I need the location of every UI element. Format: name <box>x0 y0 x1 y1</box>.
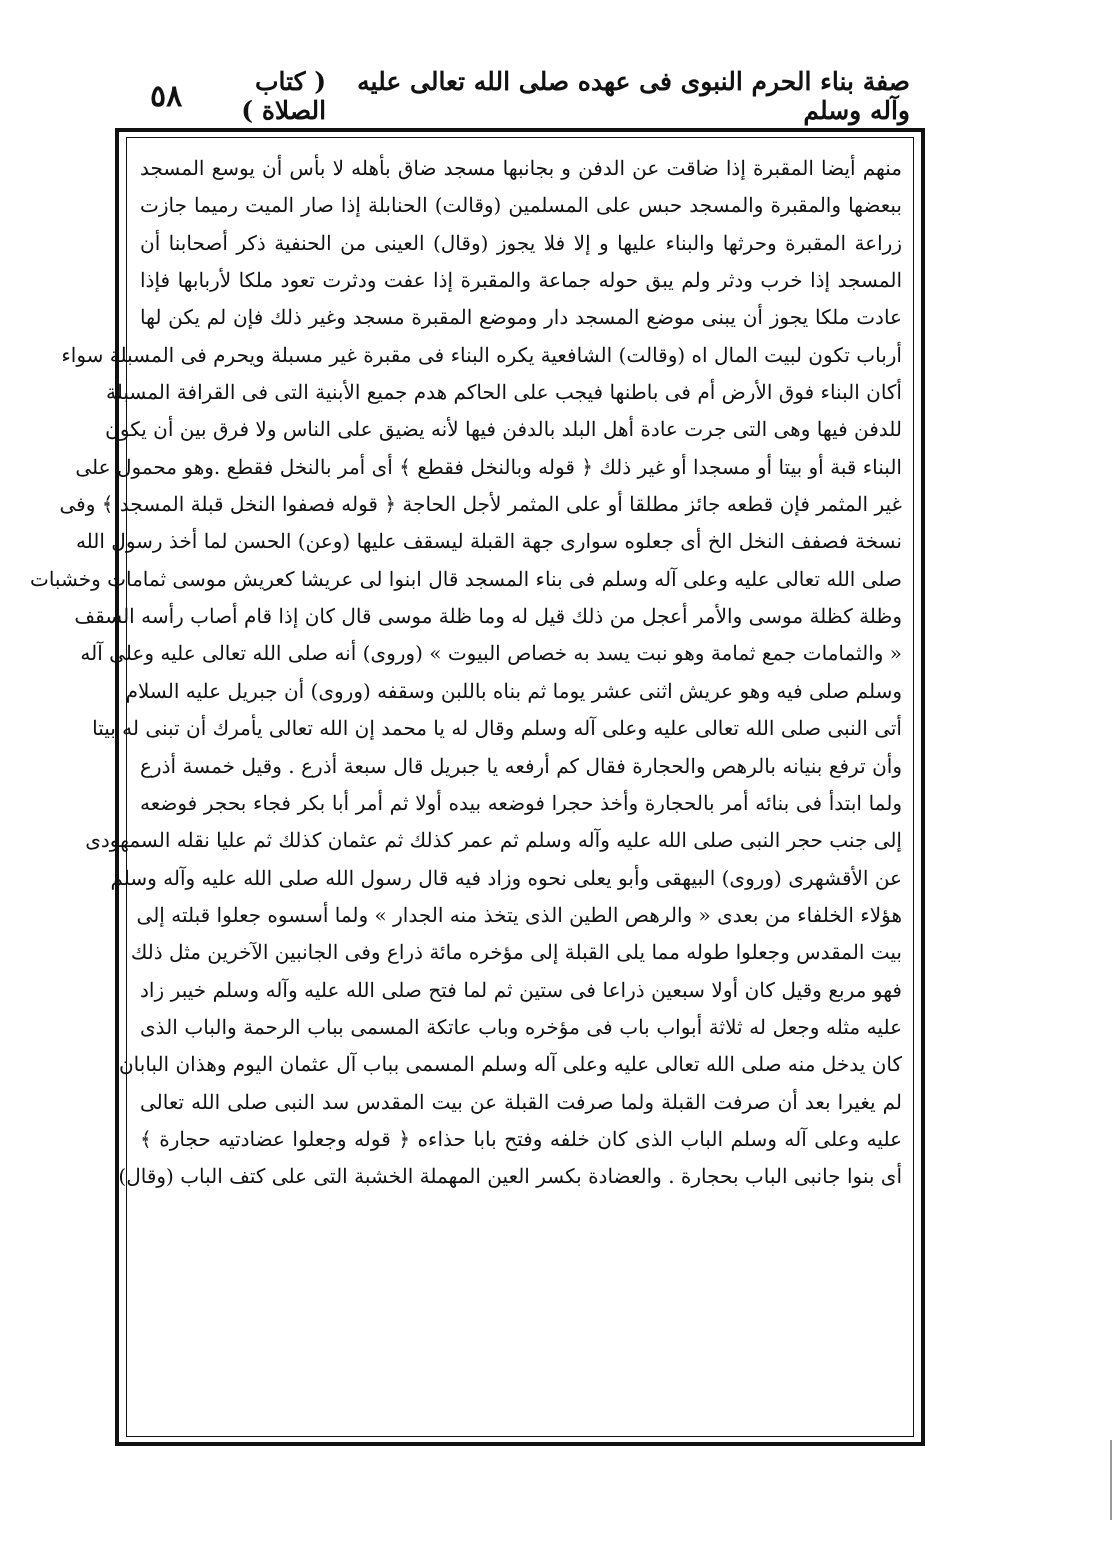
text-line: إلى جنب حجر النبى صلى الله عليه وآله وسلم ثم عمر كذلك ثم عثمان كذلك ثم عليا نقله السمهودى <box>85 828 902 853</box>
text-line: عليه مثله وجعل له ثلاثة أبواب باب فى مؤخره وباب عاتكة المسمى بباب الرحمة والباب الذى <box>140 1014 902 1039</box>
text-line: « والثمامات جمع ثمامة وهو نبت يسد به خصاص البيوت » (وروى) أنه صلى الله تعالى عليه وعلى آله <box>80 641 902 666</box>
scan-edge-mark <box>1110 1440 1112 1520</box>
text-line: عن الأقشهرى (وروى) البيهقى وأبو يعلى نحوه وزاد فيه قال رسول الله صلى الله عليه وآله وسلم <box>110 865 902 890</box>
text-line: كان يدخل منه صلى الله تعالى عليه وعلى آله وسلم المسمى بباب آل عثمان اليوم وهذان البابان <box>118 1052 902 1077</box>
text-line: وظلة كظلة موسى والأمر أعجل من ذلك قيل له وما ظلة موسى قال كان إذا قام أصاب رأسه السقف <box>74 604 902 629</box>
text-line: زراعة المقبرة وحرثها والبناء عليها و إلا فلا يجوز (وقال) العينى من الحنفية ذكر أصحابنا أن <box>140 230 902 255</box>
text-line: للدفن فيها وهى التى جرت عادة أهل البلد بالدفن فيها لأنه يضيق على الناس ولا فرق بين أن يكون <box>105 417 902 442</box>
text-line: نسخة فصفف النخل الخ أى جعلوه سوارى جهة القبلة ليسقف عليها (وعن) الحسن لما أخذ رسول الله <box>75 529 902 554</box>
text-line: صلى الله تعالى عليه وعلى آله وسلم فى بناء المسجد قال ابنوا لى عريشا كعريش موسى ثمامات وخشبات <box>29 566 902 591</box>
text-line: منهم أيضا المقبرة إذا ضاقت عن الدفن و بجانبها مسجد ضاق بأهله لا بأس أن يوسع المسجد <box>140 156 902 180</box>
text-line: بيت المقدس وجعلوا طوله مما يلى القبلة إلى مؤخره مائة ذراع وفى الجانبين الآخرين مثل ذلك <box>130 940 902 965</box>
text-line: أتى النبى صلى الله تعالى عليه وعلى آله وسلم وقال له يا محمد إن الله تعالى يأمرك أن تبنى له بيتا <box>92 716 902 741</box>
text-line: لم يغيرا بعد أن صرفت القبلة ولما صرفت القبلة عن بيت المقدس سد النبى صلى الله تعالى <box>140 1089 902 1114</box>
text-line: هؤلاء الخلفاء من بعدى « والرهص الطين الذى يتخذ منه الجدار » ولما أسسوه جعلوا قبلته إلى <box>136 902 902 927</box>
text-line: غير المثمر فإن قطعه جائز مطلقا أو على المثمر لأجل الحاجة ﴿ قوله فصفوا النخل قبلة المسجد ﴾ وفى <box>59 492 902 517</box>
text-line: أرباب تكون لبيت المال اه (وقالت) الشافعية يكره البناء فى مقبرة غير مسبلة ويحرم فى المسبلة سواء <box>61 342 902 367</box>
text-line: ولما ابتدأ فى بنائه أمر بالحجارة وأخذ حجرا فوضعه بيده أولا ثم أمر أبا بكر فجاء بحجر فوضعه <box>140 790 902 815</box>
body-text <box>29 150 902 1430</box>
book-title: ( كتاب الصلاة ) <box>241 67 327 125</box>
text-line: وسلم صلى فيه وهو عريش اثنى عشر يوما ثم بناه باللبن وسقفه (وروى) أن جبريل عليه السلام <box>125 678 902 703</box>
text-line: أكان البناء فوق الأرض أم فى باطنها فيجب على الحاكم هدم جميع الأبنية التى فى القرافة المسبلة <box>106 380 902 405</box>
text-line: أى بنوا جانبى الباب بحجارة . والعضادة بكسر العين المهملة الخشبة التى على كتف الباب (وقال) <box>118 1164 902 1189</box>
text-line: ببعضها والمقبرة والمسجد حبس على المسلمين (وقالت) الحنابلة إذا صار الميت رميما جازت <box>140 193 902 218</box>
page-header <box>150 67 910 125</box>
text-line: عليه وعلى آله وسلم الباب الذى كان خلفه وفتح بابا حذاءه ﴿ قوله وجعلوا عضادتيه حجارة ﴾ <box>140 1126 902 1151</box>
page-number: ٥٨ <box>150 78 183 114</box>
text-line: المسجد إذا خرب ودثر ولم يبق حوله جماعة والمقبرة إذا عفت ودثرت تعود ملكا لأربابها فإذا <box>140 268 902 293</box>
text-line: عادت ملكا يجوز أن يبنى موضع المسجد دار وموضع المقبرة مسجد وغير ذلك فإن لم يكن لها <box>140 305 902 330</box>
text-line: فهو مربع وقيل كان أولا سبعين ذراعا فى ستين ثم لما فتح صلى الله عليه وآله وسلم خيبر زاد <box>140 977 902 1002</box>
text-line: البناء قبة أو بيتا أو مسجدا أو غير ذلك ﴿ قوله وبالنخل فقطع ﴾ أى أمر بالنخل فقطع .وهو محمول على <box>75 454 902 479</box>
section-title: صفة بناء الحرم النبوى فى عهده صلى الله تعالى عليه وآله وسلم <box>357 67 910 125</box>
text-line: وأن ترفع بنيانه بالرهص والحجارة فقال كم أرفعه يا جبريل قال سبعة أذرع . وقيل خمسة أذرع <box>140 753 902 778</box>
text-line <box>140 1196 902 1233</box>
